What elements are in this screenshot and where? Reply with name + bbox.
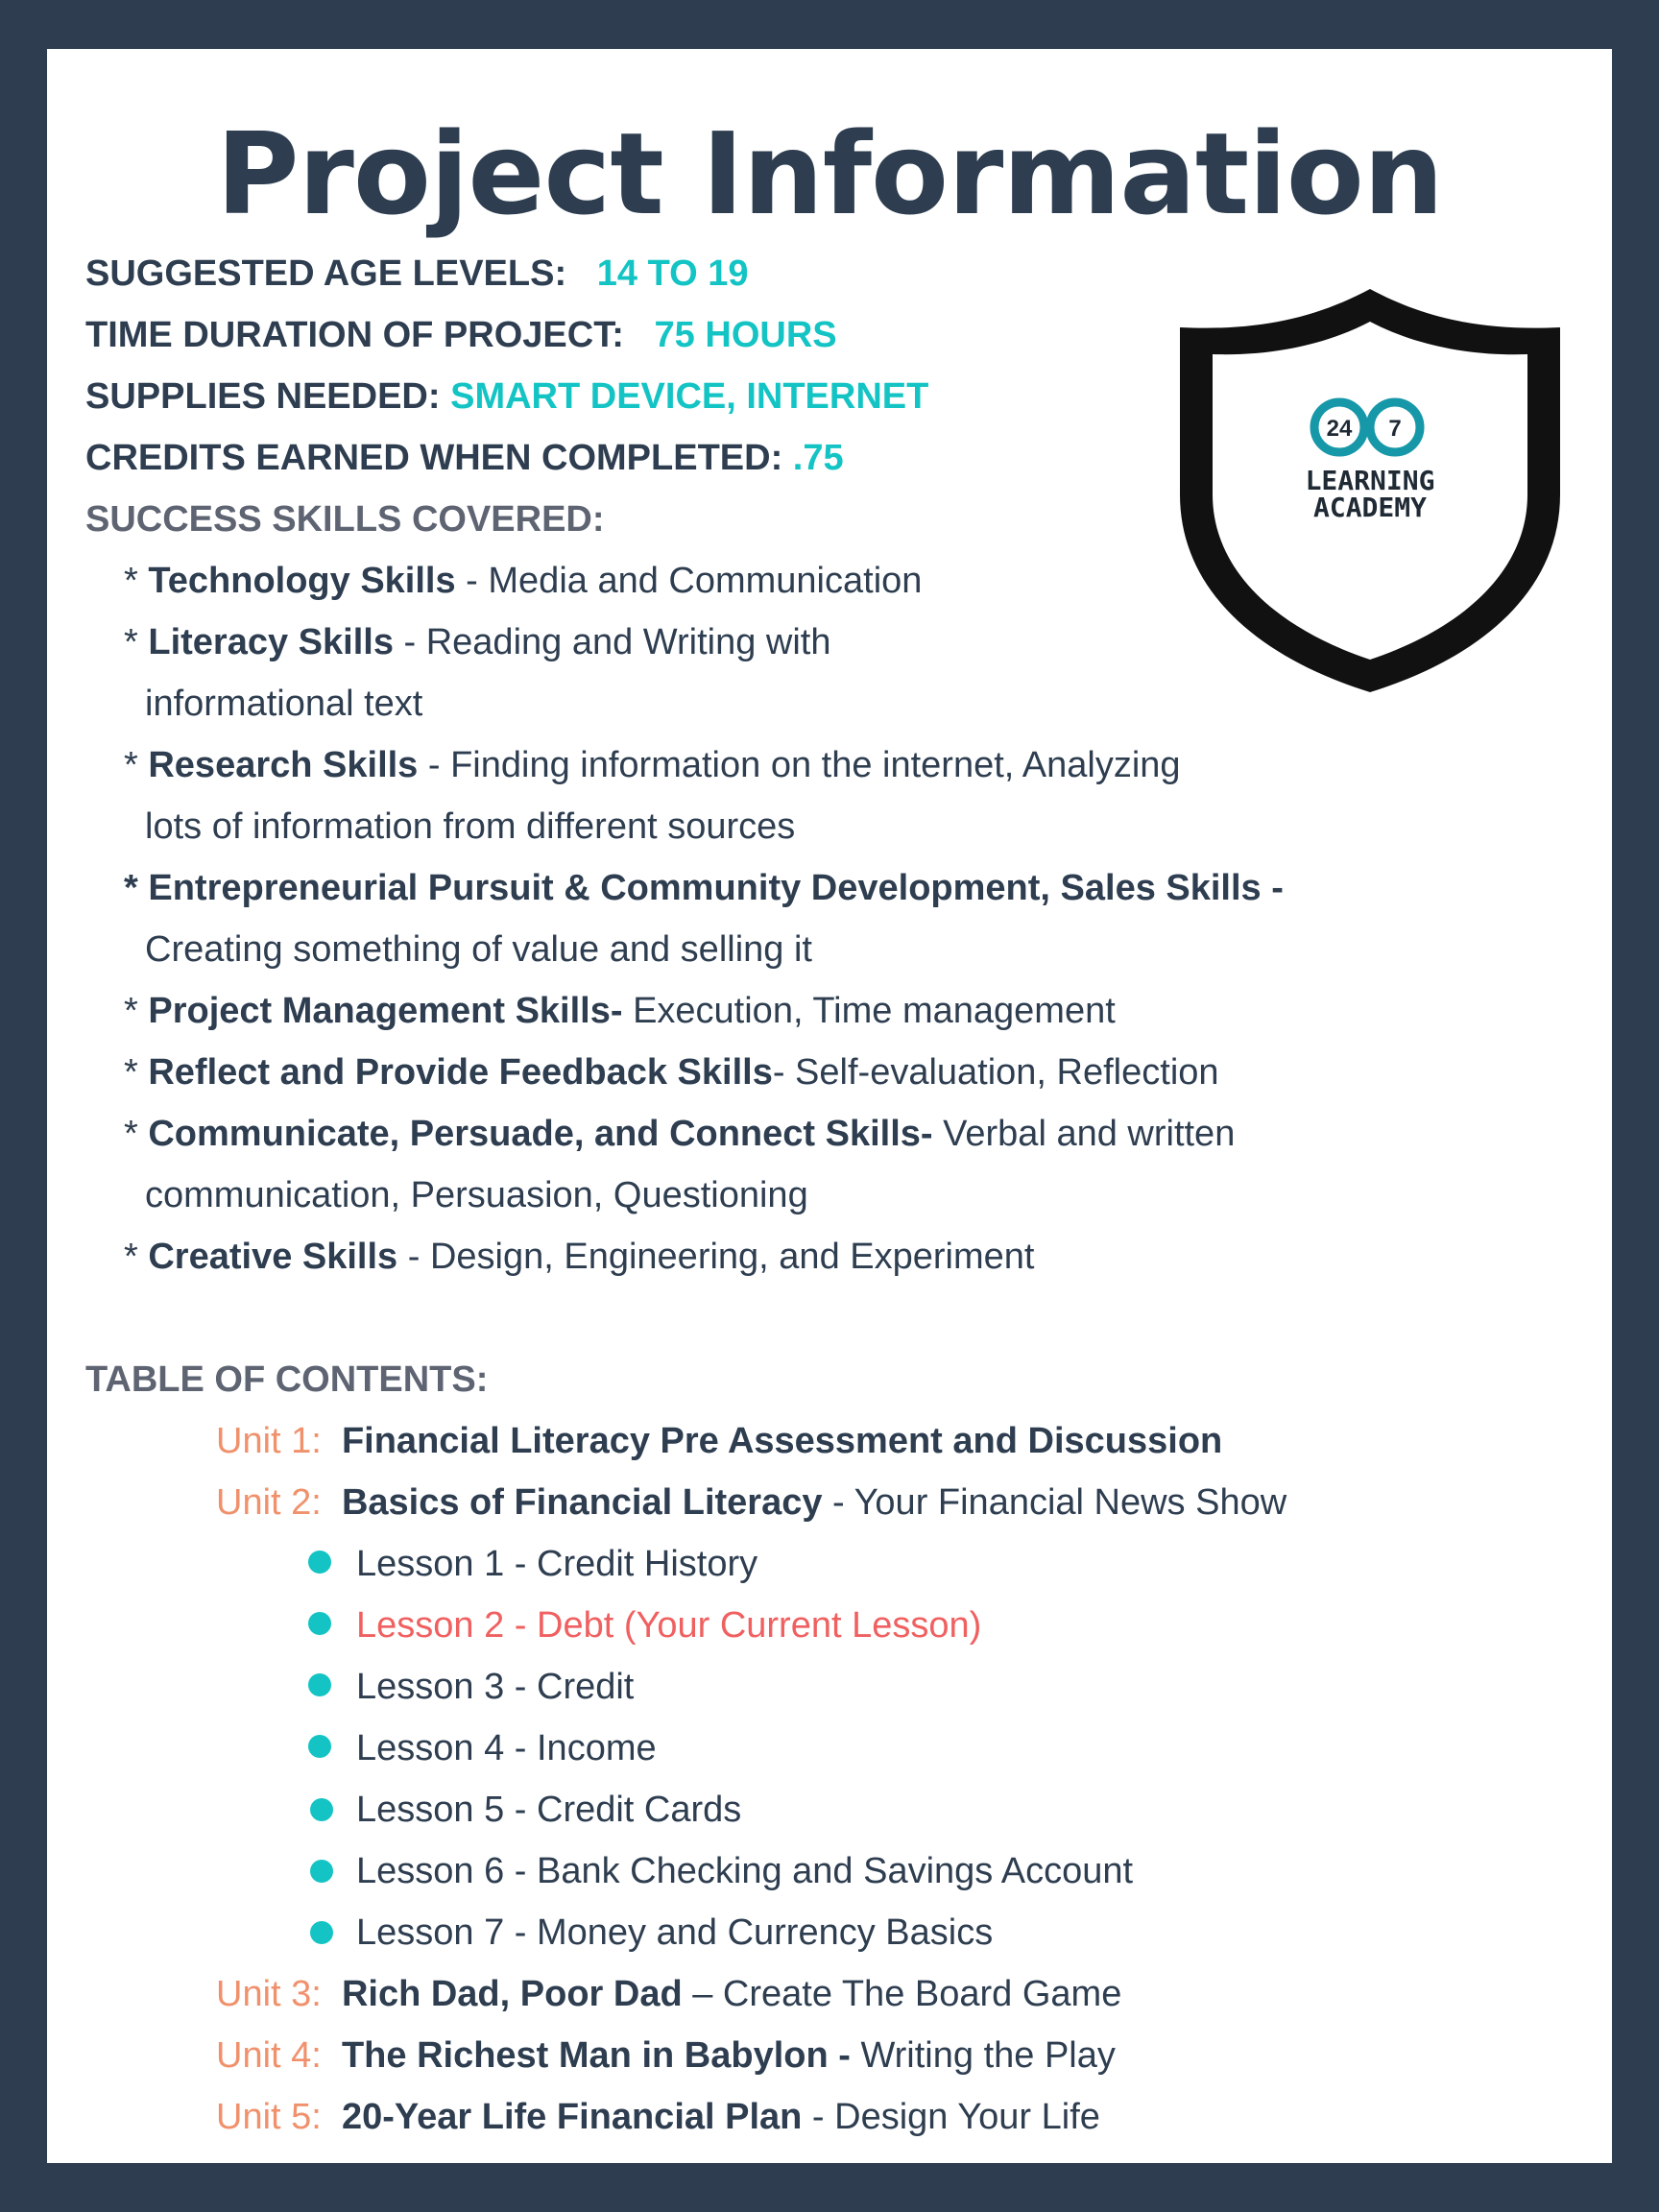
- duration-row: [85, 312, 837, 358]
- logo-text-learning: LEARNING: [1305, 465, 1435, 496]
- toc-unit-1[interactable]: [216, 1418, 1222, 1464]
- skill-name: Communicate, Persuade, and Connect Skills-: [148, 1114, 933, 1154]
- logo-number-7: 7: [1388, 416, 1402, 442]
- skill-item: [124, 742, 1181, 788]
- skill-bullet: *: [124, 622, 149, 662]
- unit-title: 20-Year Life Financial Plan: [341, 2097, 803, 2137]
- unit-title: Rich Dad, Poor Dad: [341, 1974, 683, 2014]
- lesson-item[interactable]: Lesson 4 - Income: [356, 1728, 657, 1768]
- skill-name: Literacy Skills: [148, 622, 394, 662]
- unit-number: Unit 4:: [216, 2035, 322, 2076]
- unit-desc: – Create The Board Game: [682, 1974, 1122, 2014]
- lesson-bullet-icon: [308, 1673, 331, 1696]
- skill-bullet: *: [124, 1052, 149, 1093]
- credits-value: .75: [792, 438, 844, 478]
- skill-name: Research Skills: [148, 745, 419, 785]
- toc-unit-2[interactable]: [216, 1479, 1286, 1526]
- skill-continuation: communication, Persuasion, Questioning: [145, 1175, 808, 1215]
- skill-bullet: *: [124, 1114, 149, 1154]
- skill-name-suffix: Skills: [667, 1052, 773, 1093]
- skill-desc: - Reading and Writing with: [393, 622, 831, 662]
- page-title: Project Information: [216, 108, 1443, 240]
- skill-item: [124, 558, 922, 604]
- lesson-item[interactable]: Lesson 7 - Money and Currency Basics: [356, 1912, 994, 1953]
- lesson-bullet-icon: [310, 1921, 333, 1944]
- skill-name: Entrepreneurial Pursuit & Community Development, Sales Skills: [148, 868, 1262, 908]
- skill-bullet: *: [124, 561, 149, 601]
- unit-number: Unit 5:: [216, 2097, 322, 2137]
- age-levels-label: SUGGESTED AGE LEVELS:: [85, 253, 567, 294]
- skill-item: [124, 1234, 1034, 1280]
- skill-item: [124, 1049, 1219, 1095]
- lesson-item[interactable]: Lesson 3 - Credit: [356, 1667, 635, 1707]
- skill-continuation: informational text: [145, 684, 423, 724]
- credits-row: [85, 435, 844, 481]
- lesson-bullet-icon: [310, 1798, 333, 1821]
- unit-desc: - Your Financial News Show: [822, 1482, 1287, 1523]
- skill-item: [124, 865, 1284, 911]
- age-levels-value: 14 TO 19: [596, 253, 749, 294]
- lesson-bullet-icon: [310, 1860, 333, 1883]
- skill-desc: - Finding information on the internet, Analyzing: [418, 745, 1181, 785]
- skills-heading-label: SUCCESS SKILLS COVERED:: [85, 499, 605, 540]
- learning-academy-logo: [1172, 283, 1568, 698]
- skill-desc: Verbal and written: [932, 1114, 1236, 1154]
- skill-desc: - Media and Communication: [455, 561, 923, 601]
- skill-bullet: *: [124, 1237, 149, 1277]
- skill-continuation: Creating something of value and selling it: [145, 929, 812, 970]
- skill-name: Project Management Skills-: [148, 991, 623, 1031]
- supplies-row: [85, 373, 928, 420]
- skill-item: [124, 619, 830, 665]
- skill-bullet: *: [124, 868, 149, 908]
- lesson-bullet-icon: [308, 1551, 331, 1574]
- logo-text-academy: ACADEMY: [1312, 492, 1428, 523]
- age-levels-row: [85, 251, 749, 297]
- toc-heading-label: TABLE OF CONTENTS:: [85, 1359, 489, 1400]
- supplies-label: SUPPLIES NEEDED:: [85, 376, 441, 417]
- skill-item: [124, 988, 1116, 1034]
- unit-title: Basics of Financial Literacy: [341, 1482, 823, 1523]
- unit-number: Unit 1:: [216, 1421, 322, 1461]
- skill-desc: Execution, Time management: [622, 991, 1116, 1031]
- skills-heading: [85, 496, 605, 542]
- skill-continuation: lots of information from different sources: [145, 806, 796, 847]
- logo-number-24: 24: [1326, 416, 1353, 442]
- lesson-bullet-icon: [308, 1735, 331, 1758]
- lesson-item-current[interactable]: Lesson 2 - Debt (Your Current Lesson): [356, 1605, 982, 1646]
- duration-label: TIME DURATION OF PROJECT:: [85, 315, 624, 355]
- lesson-item[interactable]: Lesson 5 - Credit Cards: [356, 1790, 742, 1830]
- duration-value: 75 HOURS: [654, 315, 837, 355]
- supplies-value: SMART DEVICE, INTERNET: [450, 376, 929, 417]
- lesson-item[interactable]: Lesson 6 - Bank Checking and Savings Account: [356, 1851, 1134, 1891]
- skill-name: Technology Skills: [148, 561, 456, 601]
- unit-number: Unit 3:: [216, 1974, 322, 2014]
- toc-unit-4[interactable]: [216, 2032, 1116, 2079]
- toc-heading: [85, 1357, 488, 1403]
- page-card: [47, 49, 1612, 2163]
- skill-item: [124, 1111, 1235, 1157]
- unit-desc: Writing the Play: [850, 2035, 1116, 2076]
- skill-desc: -: [1261, 868, 1284, 908]
- credits-label: CREDITS EARNED WHEN COMPLETED:: [85, 438, 783, 478]
- unit-title: The Richest Man in Babylon -: [341, 2035, 851, 2076]
- skill-desc: - Design, Engineering, and Experiment: [397, 1237, 1035, 1277]
- lesson-bullet-icon: [308, 1612, 331, 1635]
- lesson-item[interactable]: Lesson 1 - Credit History: [356, 1544, 758, 1584]
- skill-name: Creative Skills: [148, 1237, 398, 1277]
- skill-bullet: *: [124, 745, 149, 785]
- unit-title: Financial Literacy Pre Assessment and Discussion: [341, 1421, 1223, 1461]
- unit-number: Unit 2:: [216, 1482, 322, 1523]
- skill-name: Reflect and Provide Feedback: [148, 1052, 667, 1093]
- toc-unit-5[interactable]: [216, 2094, 1100, 2140]
- toc-unit-3[interactable]: [216, 1971, 1121, 2017]
- unit-desc: - Design Your Life: [802, 2097, 1100, 2137]
- skill-desc: - Self-evaluation, Reflection: [772, 1052, 1219, 1093]
- skill-bullet: *: [124, 991, 149, 1031]
